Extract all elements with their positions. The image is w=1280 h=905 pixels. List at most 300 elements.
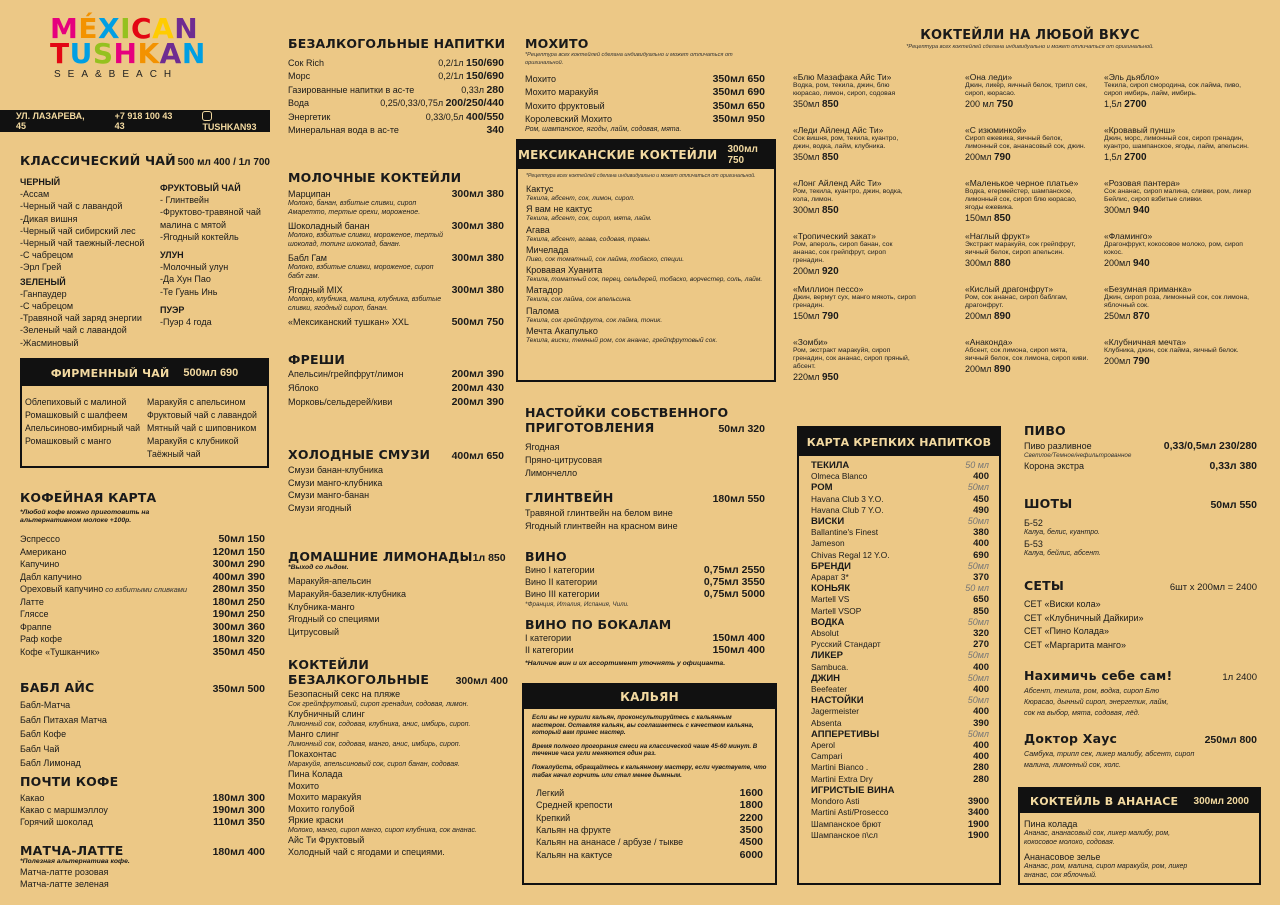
strong-item-price: 390 [973,717,989,729]
nonalc-item-desc: Молоко, манго, сироп манго, сироп клубника, сок ананас. [288,826,477,834]
strong-item-name: Havana Club 7 Y.O. [811,504,884,515]
logo [50,12,240,80]
sets-price: 6шт х 200мл = 2400 [1169,582,1257,593]
soft-drink-name: Морс [288,71,311,82]
strong-category-volume: 50мл [967,728,989,739]
soft-drinks-section [288,36,504,137]
strong-category [811,482,989,493]
strong-item [811,718,989,729]
coffee-item-name: Гляссе [20,609,49,619]
lemonade-item: Маракуйя-базелик-клубника [288,588,407,599]
mexican-item [526,285,766,304]
milk-item-price: 300мл 380 [451,252,504,265]
cocktail-item [793,231,963,284]
cocktail-item [793,284,963,337]
logo-subtitle: SEA&BEACH [54,69,179,80]
soft-drink-name: Газированные напитки в ас-те [288,84,415,95]
soft-drink-price: 0,2/1л 150/690 [438,57,504,69]
strong-header [799,428,999,456]
coffee-item [20,621,265,634]
signature-tea-title: ФИРМЕННЫЙ ЧАЙ [50,366,170,380]
strong-item-price: 400 [973,538,989,550]
classic-tea-section [20,153,270,168]
lemonade-note: *Выход со льдом. [288,564,349,571]
nonalc-item [288,769,508,781]
cocktail-desc: Сок ананас, сироп малина, сливки, ром, ликер Бейлис, сироп взбитые сливки. [1104,188,1252,203]
bubble-ice-section [20,680,265,771]
tea-oolong-item: -Молочный улун [160,262,229,273]
logo-letter: M [50,12,79,45]
strong-item [811,494,989,505]
cocktail-desc: Экстракт маракуйя, сок грейпфрут, яичный белок, сироп апельсин. [965,241,1076,256]
cocktail-price: 350мл 850 [793,99,839,110]
cocktail-name: «Кровавый пунш» [1104,125,1176,135]
strong-item [811,807,989,818]
cocktail-name: «Клубничная мечта» [1104,337,1187,347]
coffee-item-price: 180мл 320 [212,633,265,645]
soft-drink-item [288,84,504,97]
lemonade-price: 1л 850 [472,552,506,564]
soft-drink-name: Вода [288,98,310,109]
coffee-item [20,546,265,559]
logo-letter: K [137,37,160,70]
cocktail-price: 300мл 880 [965,258,1011,269]
soft-drink-name: Энергетик [288,111,331,122]
mojito-item-name: Мохито маракуйя [525,87,599,98]
strong-category-name: ТЕКИЛА [811,460,850,471]
mojito-item [525,113,765,126]
wine-item-name: Вино I категории [525,565,595,575]
tea-fruit-item: - Глинтвейн [160,195,209,206]
wine-glass-item-price: 150мл 400 [712,632,765,644]
almost-coffee-item [20,816,265,828]
cocktail-volume: 200мл [965,152,994,162]
cocktail-desc: Джин, сироп роза, лимонный сок, сок лимона, яблочный сок. [1104,294,1250,309]
wine-item-name: Вино II категории [525,577,598,588]
logo-letter: X [98,12,121,45]
strong-category-volume: 50мл [967,672,989,683]
tea-black-item: -Дикая вишня [20,213,78,224]
beer-draft-name: Пиво разливное [1024,441,1092,451]
strong-item-price: 280 [973,762,989,774]
set-item: СЕТ «Виски кола» [1024,599,1101,609]
mojito-item-name: Мохито фруктовый [525,100,605,111]
tea-black-title: ЧЕРНЫЙ [20,177,61,187]
bubble-ice-price: 350мл 500 [212,683,265,695]
set-item: СЕТ «Маргарита манго» [1024,639,1127,650]
strong-category [811,617,989,628]
signature-tea-item: Ромашковый с шалфеем [25,410,128,420]
strong-category-name: БРЕНДИ [811,560,851,572]
soft-drink-size: 0,2/1л [438,71,467,82]
almost-coffee-list [20,792,265,829]
strong-category-volume: 50мл [967,560,989,571]
strong-item-name: Jagermeister [811,706,859,717]
pineapple-item [1024,818,1255,847]
cocktail-price: 300мл 940 [1104,205,1150,216]
strong-item-price: 1900 [967,829,989,841]
almost-coffee-item-name: Какао [20,793,45,803]
cocktail-price: 250мл 870 [1104,311,1150,322]
almost-coffee-item [20,804,265,816]
nonalc-item-name: Мохито [288,780,320,791]
tea-fruit-item: -Ягодный коктейль [160,231,239,242]
milk-item-name: Бабл Гам [288,253,327,264]
instagram-icon [202,111,212,121]
tinctures-section [525,405,765,480]
cocktail-desc: Ром, апероль, сироп банан, сок ананас, сок грейпфрут, сироп гренадин. [793,241,893,264]
hookah-item [536,836,763,848]
strong-item [811,527,989,538]
nonalc-item [288,781,508,793]
coffee-item-price: 350мл 450 [212,645,265,658]
instagram-handle: TUSHKAN93 [202,121,257,132]
cocktail-item [793,178,963,231]
pineapple-item-desc: Ананас, ананасовый сок, ликер малибу, ром, кокосовое молоко, содовая. [1024,830,1171,846]
cocktail-item [965,284,1100,337]
shot-item-desc: Калуа, белис, куантро. [1024,529,1100,537]
mexican-header [518,141,774,169]
milk-item-name: «Мексиканский тушкан» XXL [288,317,409,328]
coffee-item-extra: со взбитыми сливками [103,585,188,594]
mexican-item-name: Мичелада [526,244,569,255]
cocktail-item [965,231,1100,284]
strong-category [811,729,989,740]
mexican-item-name: Агава [526,224,550,235]
nonalc-item [288,689,508,709]
cocktail-desc: Джин, ликёр, яичный белок, трипл сек, сироп, кюрасао. [965,82,1088,97]
coffee-item-price: 190мл 250 [212,608,265,620]
cocktail-price: 150мл 790 [793,311,839,322]
bubble-ice-item: Бабл Питахая Матча [20,714,107,725]
nonalc-item [288,709,508,729]
strong-category-volume: 50мл [967,650,989,661]
tea-black-item: -Эрл Грей [20,262,62,273]
pineapple-item [1024,851,1255,880]
address-bar [0,110,270,132]
milk-item-price: 500мл 750 [451,316,504,329]
tea-green-list [20,288,160,349]
tincture-item: Лимончелло [525,468,578,478]
hookah-item-price: 1800 [739,799,763,812]
strong-item-price: 3400 [967,807,989,819]
milk-list [288,188,504,328]
cocktail-name: «Зомби» [793,337,828,347]
classic-tea-title: КЛАССИЧЕСКИЙ ЧАЙ [20,153,176,168]
tea-fruit-item: малина с мятой [160,219,227,230]
cocktail-item [1104,72,1274,125]
lemonade-item: Маракуйя-апельсин [288,576,372,586]
mexican-item [526,306,766,325]
mojito-item-price: 350мл 950 [712,112,765,125]
milk-item-desc: Молоко, взбитые сливки, мороженое, сироп бабл гам. [288,264,434,280]
cocktail-price: 200мл 890 [965,311,1011,322]
cocktail-name: «Она леди» [965,72,1013,82]
address-instagram[interactable] [202,111,270,132]
hookah-box [522,683,777,885]
mexican-item-desc: Текила, сок грейпфрута, сок лайма, тоник. [526,316,663,324]
nonalc-item-name: Мохито маракуйя [288,792,362,803]
pineapple-item-name: Пина колада [1024,819,1078,829]
signature-tea-box [20,358,269,468]
milk-title: МОЛОЧНЫЕ КОКТЕЙЛИ [288,170,462,185]
strong-category [811,516,989,527]
tea-fruit-list [160,194,275,243]
tea-fruit-item: -Фруктово-травяной чай [160,207,261,218]
mulled-title: ГЛИНТВЕЙН [525,490,614,505]
strong-item-name: Martini Extra Dry [811,773,873,784]
almost-coffee-section [20,774,265,829]
strong-item-name: Olmeca Blanco [811,471,868,482]
coffee-item-name: Ореховый капучино со взбитыми сливками [20,584,188,594]
cocktail-name: «Безумная приманка» [1104,284,1192,294]
soft-drinks-title: БЕЗАЛКОГОЛЬНЫЕ НАПИТКИ [288,36,506,51]
hookah-list [532,787,767,861]
cocktail-desc: Водка, егермейстер, шампанское, лимонный сок, сироп блю кюрасао, ягоды ежевика. [965,188,1077,211]
nonalc-title-1: КОКТЕЙЛИ [288,657,370,672]
pineapple-item-desc: Ананас, ром, малина, сироп маракуйя, ром, ликер ананас, сок яблочный. [1024,863,1188,879]
strong-item-price: 450 [973,493,989,505]
coffee-item-name: Кофе «Тушканчик» [20,646,100,657]
cocktail-desc: Текила, сироп смородина, сок лайма, пиво, сироп имбирь, лайм, имбирь. [1104,82,1242,97]
mojito-item-price: 350мл 650 [712,73,765,85]
cocktails-col-2 [965,72,1100,390]
mojito-item [525,86,765,99]
mexican-item [526,204,766,223]
nonalc-item-name: Безопасный секс на пляже [288,689,401,699]
mexican-item-desc: Текила, абсент, сок, лимон, сироп. [526,195,635,202]
strong-item [811,706,989,717]
nonalc-item-name: Покахонтас [288,749,337,759]
matcha-price: 180мл 400 [212,846,265,858]
sets-list [1024,598,1257,652]
strong-category-name: КОНЬЯК [811,583,851,595]
coffee-item [20,533,265,546]
strong-category [811,695,989,706]
mexican-item-name: Палома [526,305,560,316]
soft-drink-item [288,124,504,137]
signature-tea-item: Таёжный чай [147,449,201,459]
cocktail-name: «Миллион пессо» [793,284,864,294]
strong-item-price: 370 [973,572,989,584]
cocktail-name: «Наглый фрукт» [965,231,1030,241]
tea-puer-item: -Пуэр 4 года [160,317,212,328]
fresh-section [288,352,504,409]
shot-item [1024,517,1257,538]
cocktail-volume: 200мл [965,311,994,321]
coffee-item [20,646,265,659]
almost-coffee-item-name: Горячий шоколад [20,817,93,828]
mexican-item [526,184,766,203]
wine-section [525,549,765,609]
tincture-item: Ягодная [525,442,560,452]
doctor-section [1024,731,1257,770]
mexican-item-name: Кровавая Хуанита [526,265,603,276]
nonalc-item-name: Клубничный слинг [288,709,365,719]
coffee-item-name: Дабл капучино [20,571,82,582]
hookah-item-name: Легкий [536,788,565,799]
cocktail-price: 350мл 850 [793,152,839,163]
milk-item-name: Ягодный MIX [288,285,343,296]
milk-item [288,252,504,281]
strong-category [811,673,989,684]
set-item: СЕТ «Клубничный Дайкири» [1024,612,1144,623]
mexican-item-name: Мечта Акапулько [526,326,598,337]
mexican-item-name: Кактус [526,184,554,194]
cocktail-price: 200мл 920 [793,266,839,277]
cocktail-name: «Маленькое черное платье» [965,178,1079,188]
cocktail-item [1104,337,1274,390]
milk-item-name: Шоколадный банан [288,221,370,232]
nonalc-item-desc: Маракуйя, апельсиновый сок, сироп банан, содовая. [288,760,460,768]
mexican-item-name: Матадор [526,285,563,296]
cocktail-name: «Кислый драгонфрут» [965,284,1054,294]
hookah-item-name: Кальян на фрукте [536,825,611,836]
pineapple-item-name: Ананасовое зелье [1024,852,1101,863]
bubble-ice-list [20,698,265,771]
hookah-item [536,787,763,799]
cocktail-volume: 350мл [793,99,822,109]
cocktail-price: 200мл 940 [1104,258,1150,269]
nonalc-title-2: БЕЗАЛКОГОЛЬНЫЕ [288,672,430,687]
strong-item [811,662,989,673]
shots-price: 50мл 550 [1210,499,1257,511]
cocktail-name: «Эль дьябло» [1104,72,1160,82]
tea-right-col [160,182,275,328]
logo-letter: A [159,37,182,70]
strong-item [811,796,989,807]
almost-coffee-item-price: 110мл 350 [213,816,265,829]
coffee-note: *Любой кофе можно приготовить на альтернативном молоке +100р. [20,509,150,524]
milk-item-row [288,252,504,264]
mexican-item-desc: Текила, абсент, агава, содовая, травы. [526,235,651,243]
cocktail-desc: Ром, сок ананас, сироп баблгам, драгонфрут. [965,294,1068,309]
strong-category [811,650,989,661]
tea-green-item: -Травяной чай заряд энергии [20,313,142,324]
signature-tea-item: Маракуйя с клубникой [147,436,239,446]
mojito-item-name: Королевский Мохито [525,113,613,124]
coffee-section [20,490,265,658]
nonalc-item [288,835,508,847]
coffee-item-name: Эспрессо [20,534,60,544]
strong-item-name: Арарат 3* [811,572,849,583]
strong-item [811,774,989,785]
address-phone[interactable]: +7 918 100 43 43 [114,111,173,131]
wine-glass-item-name: II категории [525,645,574,656]
logo-line-2 [50,37,240,70]
cocktail-desc: Водка, ром, текила, джин, блю кюрасао, лимон, сироп, содовая [793,82,896,97]
wine-item-price: 0,75мл 2550 [703,564,765,576]
tea-green-item: -С чабрецом [20,301,74,312]
milk-section [288,170,504,331]
strong-item-price: 1900 [967,818,989,830]
pineapple-box [1018,787,1261,885]
coffee-item-name: Фраппе [20,621,52,632]
soft-drink-price: 0,25/0,33/0,75л 200/250/440 [380,97,504,110]
beer-draft-price: 0,33/0,5мл 230/280 [1163,440,1257,452]
mexican-item [526,265,766,284]
logo-letter: A [152,12,175,45]
hookah-item [536,849,763,861]
hookah-item-price: 2200 [739,811,763,824]
almost-coffee-item-price: 180мл 300 [212,792,265,804]
tea-black-item: -Ассам [20,189,50,200]
fresh-list [288,367,504,409]
logo-letter: I [120,12,132,45]
logo-letter: C [131,12,153,45]
bubble-ice-title: БАБЛ АЙС [20,680,95,695]
fresh-item-name: Апельсин/грейпфрут/лимон [288,369,404,379]
soft-drink-price: 0,33л 280 [461,83,504,96]
almost-coffee-item-name: Какао с маршмэллоу [20,805,108,816]
bubble-ice-item: Бабл Кофе [20,729,67,739]
nonalc-item-name: Холодный чай с ягодами и специями. [288,846,445,857]
tea-green-item: -Жасминовый [20,337,79,348]
strong-item-price: 400 [973,706,989,718]
hookah-p2: Время полного прогорания смеси на классической чаше 45-60 минут. В течение часа угли меняются один раз. [532,742,758,758]
strong-item [811,594,989,605]
tincture-item: Пряно-цитрусовая [525,455,602,465]
tea-puer-title: ПУЭР [160,304,185,315]
nonalc-item [288,749,508,769]
strong-item [811,572,989,583]
cocktail-volume: 200мл [1104,356,1133,366]
matcha-note: *Полезная альтернатива кофе. [20,858,130,865]
cocktail-item [965,125,1100,178]
tea-puer-list [160,316,275,328]
mulled-section [525,490,765,533]
strong-item [811,606,989,617]
soft-drink-name: Сок Rich [288,58,324,68]
cocktail-desc: Абсент, сок лимона, сироп мята, яичный белок, сок лимона, сироп киви. [965,347,1089,362]
milk-item-desc: Молоко, банан, взбитые сливки, сироп Амаретто, тертые орехи, мороженое. [288,200,421,216]
tea-oolong-list [160,261,275,298]
wine-glass-item-price: 150мл 400 [712,644,765,657]
sets-title: СЕТЫ [1024,578,1064,593]
fresh-item [288,395,504,409]
cocktail-item [793,125,963,178]
milk-item-row [288,316,504,328]
strong-item-name: Martini Bianco . [811,762,869,773]
coffee-item-price: 300мл 290 [212,558,265,570]
cocktail-price: 1,5л 2700 [1104,152,1147,163]
strong-list [799,456,999,841]
strong-item-name: Sambuca. [811,661,849,672]
fresh-item-price: 200мл 390 [451,396,504,408]
smoothie-list [288,464,504,514]
beer-section [1024,423,1257,472]
strong-item-price: 650 [973,594,989,606]
fresh-item [288,381,504,395]
signature-tea-item: Мятный чай с шиповником [147,423,257,433]
cocktail-volume: 250мл [1104,311,1133,321]
strong-item-name: Martini Asti/Prosecco [811,807,889,818]
signature-tea-right-list [147,396,257,461]
nonalc-item-desc: Лимонный сок, содовая, манго, анис, имбирь, сироп. [288,740,461,748]
coffee-item-name: Раф кофе [20,634,63,644]
coffee-item [20,608,265,621]
tea-left-col [20,176,160,349]
coffee-item [20,583,265,596]
smoothie-item: Смузи банан-клубника [288,465,384,475]
tea-black-item: -Черный чай сибирский лес [20,225,136,236]
cocktail-volume: 300мл [1104,205,1133,215]
strong-item-name: Campari [811,751,843,762]
strong-item-name: Beefeater [811,684,847,695]
milk-item-price: 300мл 380 [451,284,504,297]
strong-category-volume: 50мл [967,695,989,706]
strong-category-name: АППЕРЕТИВЫ [811,728,880,740]
